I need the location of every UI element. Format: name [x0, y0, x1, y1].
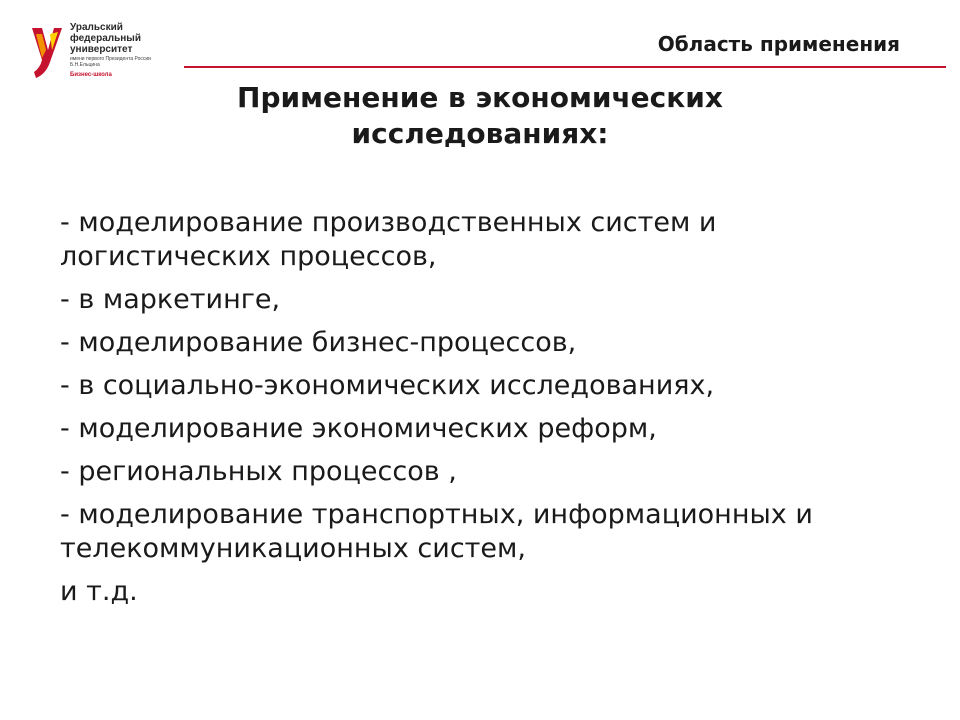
list-item: - моделирование бизнес-процессов, — [60, 327, 577, 358]
list-item: - моделирование транспортных, информационных и телекоммуникационных систем, — [60, 499, 813, 564]
logo-subtitle: имени первого Президента России Б.Н.Ельцина — [70, 56, 151, 68]
list-item: - в социально-экономических исследованиях, — [60, 370, 715, 401]
header-divider — [184, 66, 946, 68]
slide-heading-line: исследованиях: — [351, 117, 609, 150]
slide-heading-line: Применение в экономических — [237, 81, 723, 114]
list-item: - моделирование экономических реформ, — [60, 413, 657, 444]
slide-heading — [0, 80, 960, 152]
list-item: - региональных процессов , — [60, 456, 457, 487]
application-list — [60, 206, 920, 618]
list-item: - в маркетинге, — [60, 284, 281, 315]
urfu-logo-icon — [28, 24, 64, 80]
logo-line: Уральский — [70, 22, 123, 33]
list-item: - моделирование производственных систем и логистических процессов, — [60, 207, 717, 272]
section-title: Область применения — [657, 32, 900, 56]
list-item: и т.д. — [60, 576, 138, 607]
logo-title — [70, 22, 141, 55]
logo-line: федеральный — [70, 33, 141, 44]
logo-school: Бизнес-школа — [70, 72, 112, 78]
logo-line: университет — [70, 44, 133, 55]
